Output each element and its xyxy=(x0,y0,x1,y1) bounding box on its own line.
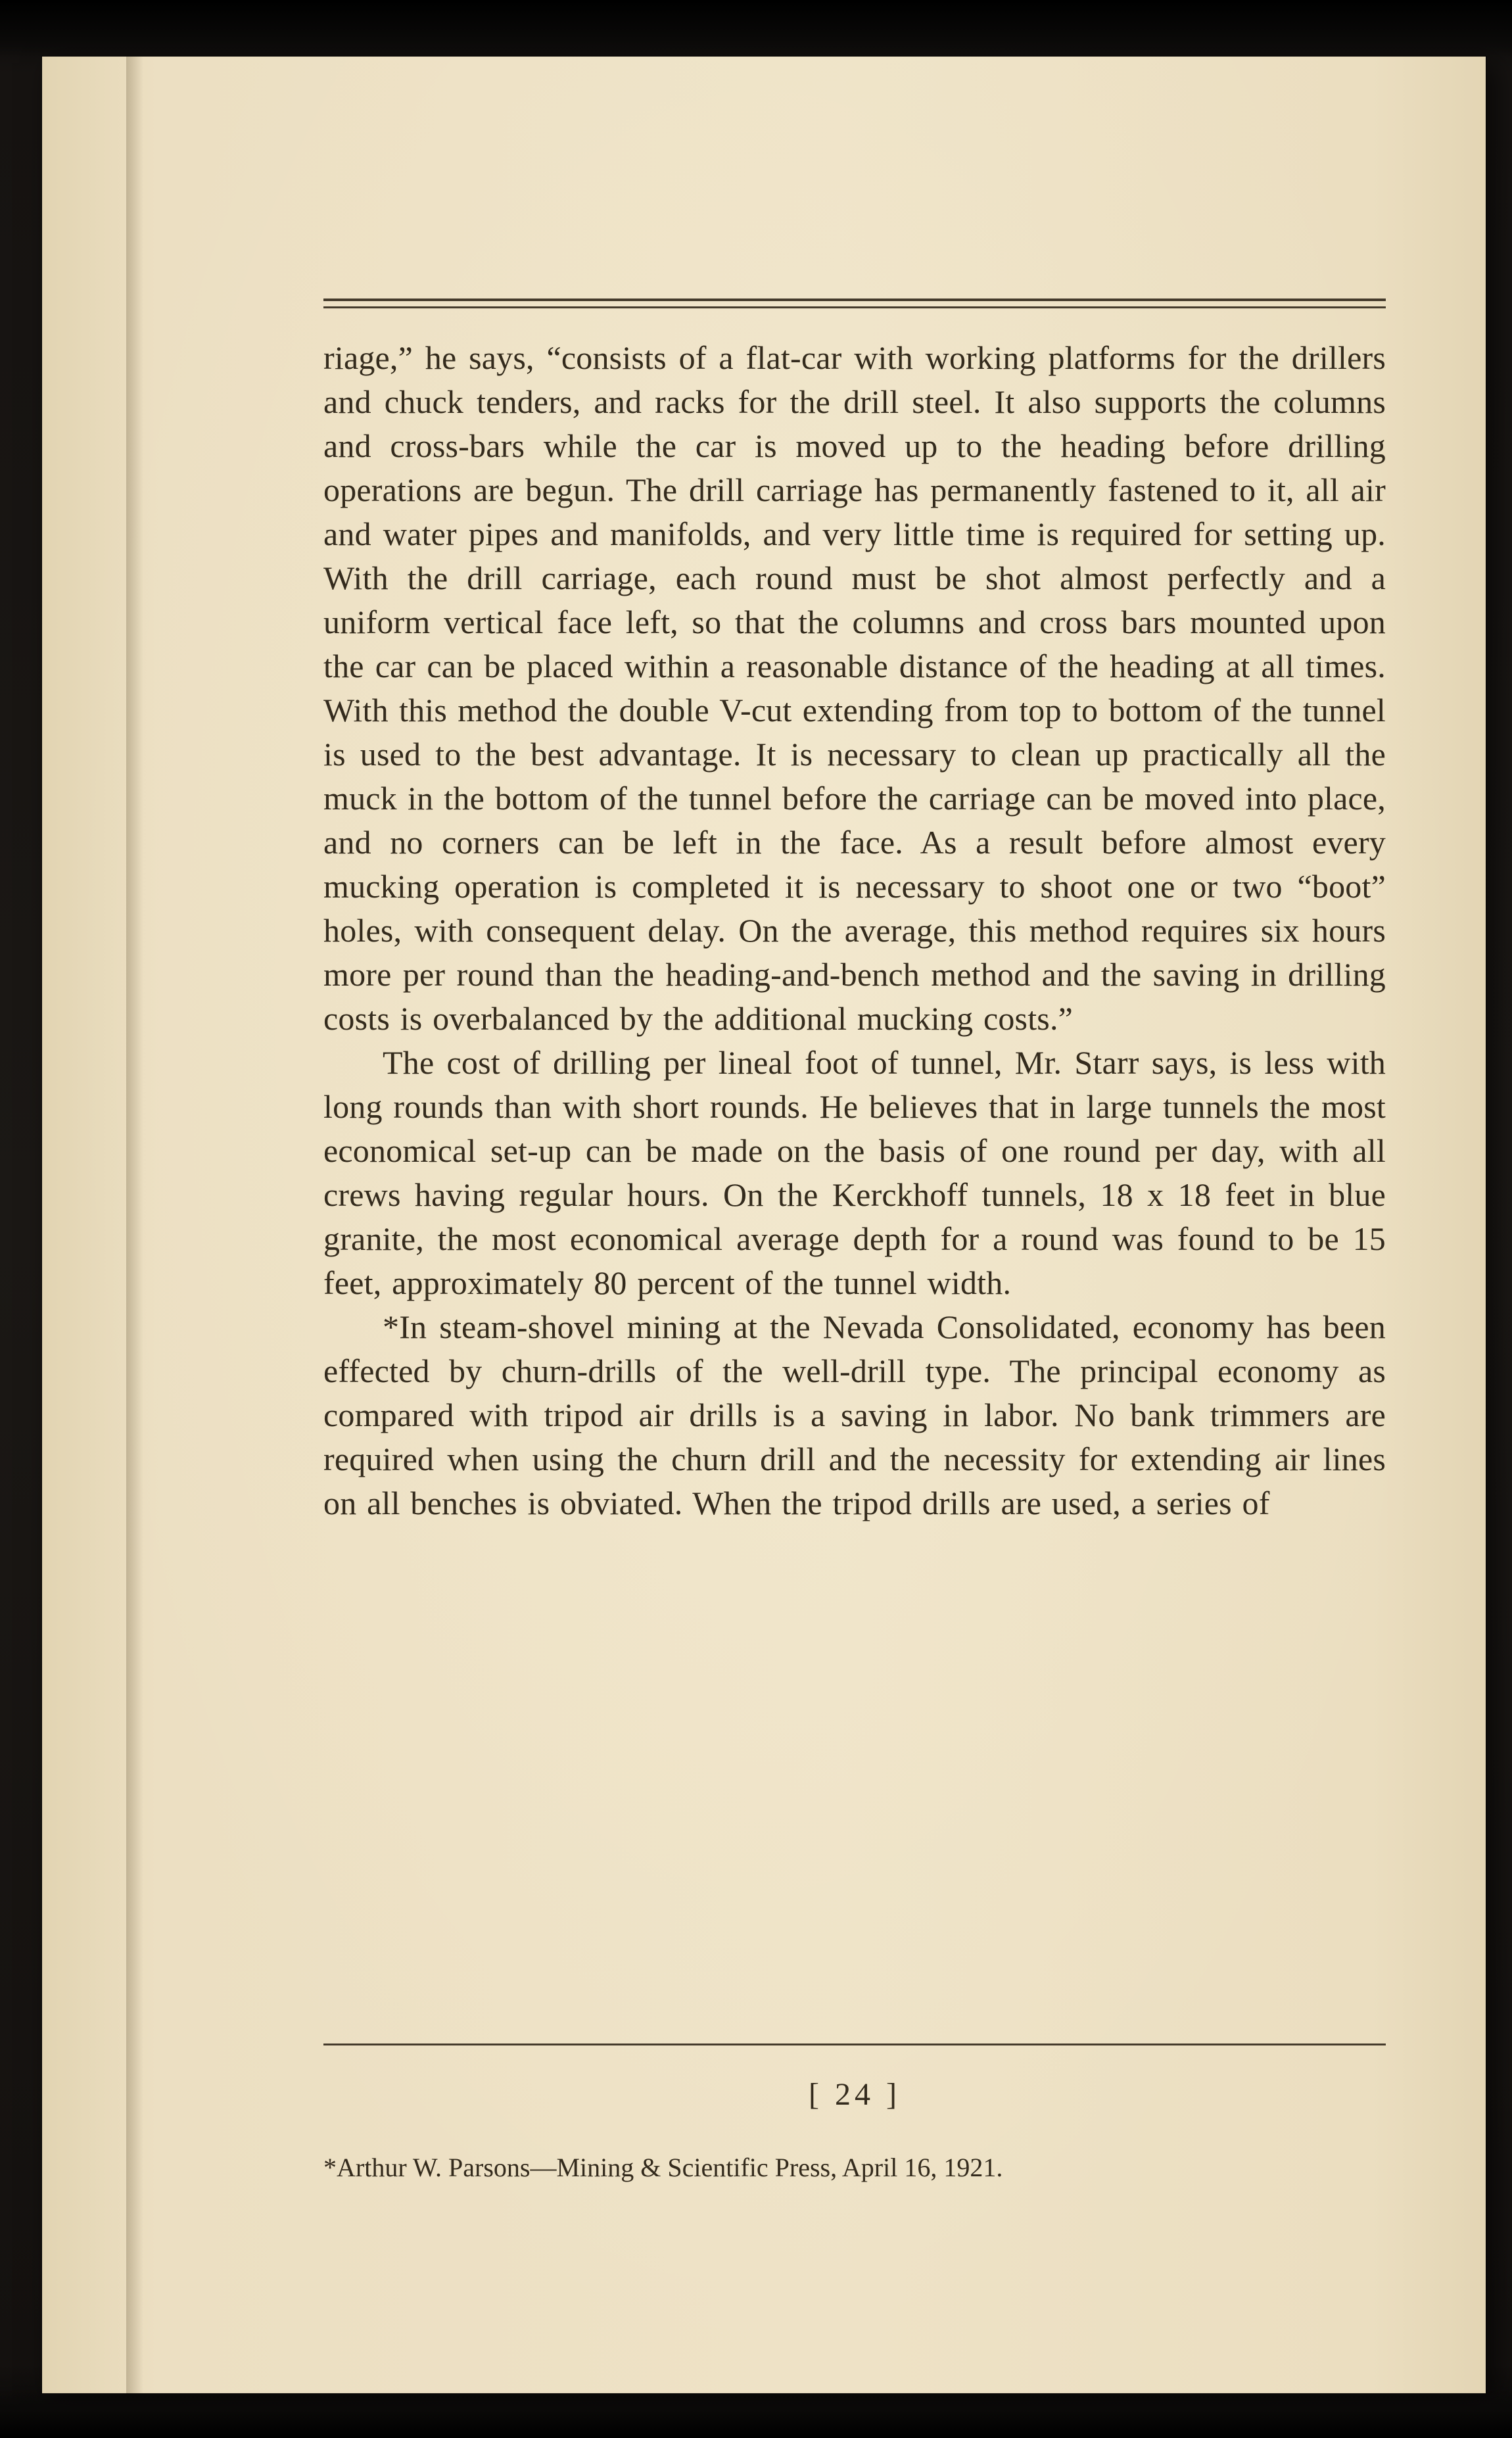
page-number: [ 24 ] xyxy=(809,2077,901,2112)
paragraph-2: The cost of drilling per lineal foot of tunnel, Mr. Starr says, is less with long rounds than with short rounds. He believes that in large tunnels the most economical set-up can be made on the basis of one round per day, with all crews having regular hours. On the Kerckhoff tunnels, 18 x 18 feet in blue granite, the most economical average depth for a round was found to be 15 feet, approximately 80 percent of the tunnel width. xyxy=(323,1044,1386,1301)
page-edge-shadow xyxy=(126,57,143,2393)
photo-bottom-shade xyxy=(0,2392,1512,2438)
paragraph-1: riage,” he says, “consists of a flat-car with working platforms for the drillers and chuck tenders, and racks for the drill steel. It also supports the columns and cross-bars while the car is moved up to the heading before drilling operations are begun. The drill carriage has permanently fastened to it, all air and water pipes and manifolds, and very little time is required for setting up. With the drill carriage, each round must be shot almost perfectly and a uniform vertical face left, so that the columns and cross bars mounted upon the car can be placed within a reasonable distance of the heading at all times. With this method the double V-cut extending from top to bottom of the tunnel is used to the best advantage. It is necessary to clean up practically all the muck in the bottom of the tunnel before the carriage can be moved into place, and no corners can be left in the face. As a result before almost every mucking operation is completed it is necessary to shoot one or two “boot” holes, with consequent delay. On the average, this method requires six hours more per round than the heading-and-bench method and the saving in drilling costs is overbalanced by the additional mucking costs.” xyxy=(323,339,1386,1037)
footnote: *Arthur W. Parsons—Mining & Scientific Press, April 16, 1921. xyxy=(323,2153,1003,2182)
photo-top-shade xyxy=(0,0,1512,57)
text-block xyxy=(323,299,1386,1525)
top-double-rule xyxy=(323,299,1386,308)
book-page xyxy=(42,57,1486,2393)
page-edge-stack xyxy=(42,57,129,2393)
paragraph-3: *In steam-shovel mining at the Nevada Consolidated, economy has been effected by churn-drills of the well-drill type. The principal economy as compared with tripod air drills is a saving in labor. No bank trimmers are required when using the churn drill and the necessity for extending air lines on all benches is obviated. When the tripod drills are used, a series of xyxy=(323,1308,1386,1521)
footer-rule xyxy=(323,2044,1386,2045)
